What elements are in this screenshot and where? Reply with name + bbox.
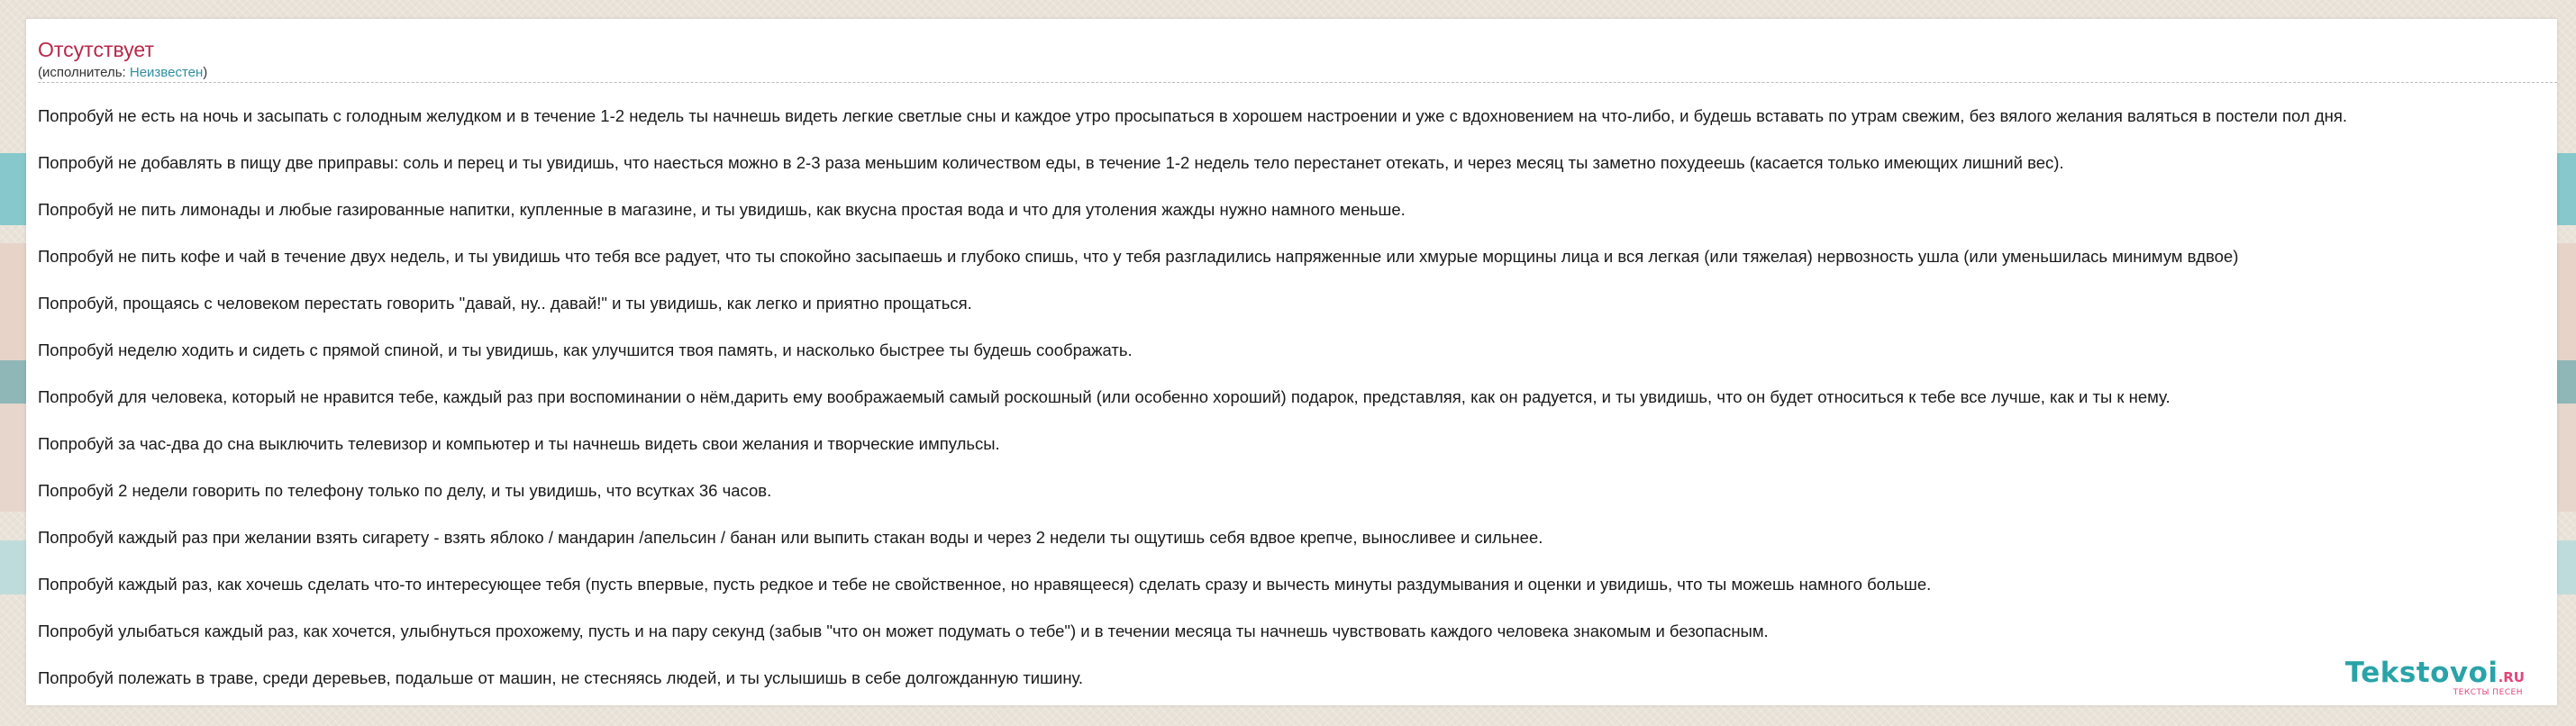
performer-line [38, 66, 207, 79]
logo-wordmark: Tekstovoi [2344, 657, 2499, 689]
lyrics-line: Попробуй за час-два до сна выключить телевизор и компьютер и ты начнешь видеть свои желания и творческие импульсы. [38, 434, 1000, 453]
lyrics-line: Попробуй неделю ходить и сидеть с прямой спиной, и ты увидишь, как улучшится твоя память, и насколько быстрее ты будешь соображать. [38, 340, 1133, 359]
logo-domain: .RU [2498, 669, 2525, 685]
lyrics-card [26, 19, 2557, 705]
lyrics-line: Попробуй улыбаться каждый раз, как хочется, улыбнуться прохожему, пусть и на пару секунд (забыв "что он может подумать о тебе") и в течении месяца ты начнешь чувствовать каждого человека знакомым и безопасным. [38, 622, 1769, 640]
lyrics-line: Попробуй не пить лимонады и любые газированные напитки, купленные в магазине, и ты увидишь, как вкусна простая вода и что для утоления жажды нужно намного меньше. [38, 200, 1406, 219]
lyrics-line: Попробуй, прощаясь с человеком перестать говорить "давай, ну.. давай!" и ты увидишь, как легко и приятно прощаться. [38, 294, 972, 313]
site-logo[interactable] [2344, 657, 2525, 697]
lyrics-line: Попробуй не есть на ночь и засыпать с голодным желудком и в течение 1-2 недель ты начнешь видеть легкие светлые сны и каждое утро просыпаться в хорошем настроении и уже с вдохновением на что-либо, и будешь вставать по утрам свежим, без вялого желания валяться в постели пол дня. [38, 106, 2347, 125]
song-title: Отсутствует [38, 38, 154, 61]
lyrics-line: Попробуй полежать в траве, среди деревьев, подальше от машин, не стесняясь людей, и ты услышишь в себе долгожданную тишину. [38, 668, 1084, 687]
logo-tagline: ТЕКСТЫ ПЕСЕН [2453, 688, 2523, 697]
performer-prefix: (исполнитель: [38, 65, 130, 80]
lyrics-line: Попробуй не пить кофе и чай в течение двух недель, и ты увидишь что тебя все радует, что ты спокойно засыпаешь и глубоко спишь, что у тебя разгладились напряженные или хмурые морщины лица и вся легкая (или тяжелая) нервозность ушла (или уменьшилась минимум вдвое) [38, 247, 2239, 266]
performer-link[interactable]: Неизвестен [129, 65, 204, 80]
lyrics-body [38, 105, 2557, 705]
lyrics-line: Попробуй не добавлять в пищу две приправы: соль и перец и ты увидишь, что наесться можно в 2-3 раза меньшим количеством еды, в течение 1-2 недель тело перестанет отекать, и через месяц ты заметно похудеешь (касается только имеющих лишний вес). [38, 153, 2064, 172]
performer-suffix: ) [203, 65, 208, 80]
lyrics-line: Попробуй 2 недели говорить по телефону только по делу, и ты увидишь, что всутках 36 часов. [38, 481, 772, 500]
title-divider [38, 82, 2557, 83]
lyrics-line: Попробуй каждый раз, как хочешь сделать что-то интересующее тебя (пусть впервые, пусть редкое и тебе не свойственное, но нравящееся) сделать сразу и вычесть минуты раздумывания и оценки и увидишь, что ты можешь намного больше. [38, 575, 1932, 594]
lyrics-line: Попробуй каждый раз при желании взять сигарету - взять яблоко / мандарин /апельсин / банан или выпить стакан воды и через 2 недели ты ощутишь себя вдвое крепче, выносливее и сильнее. [38, 528, 1543, 547]
lyrics-line: Попробуй для человека, который не нравится тебе, каждый раз при воспоминании о нём,дарить ему воображаемый самый роскошный (или особенно хороший) подарок, представляя, как он радуется, и ты увидишь, что он будет относиться к тебе все лучше, как и ты к нему. [38, 387, 2171, 406]
